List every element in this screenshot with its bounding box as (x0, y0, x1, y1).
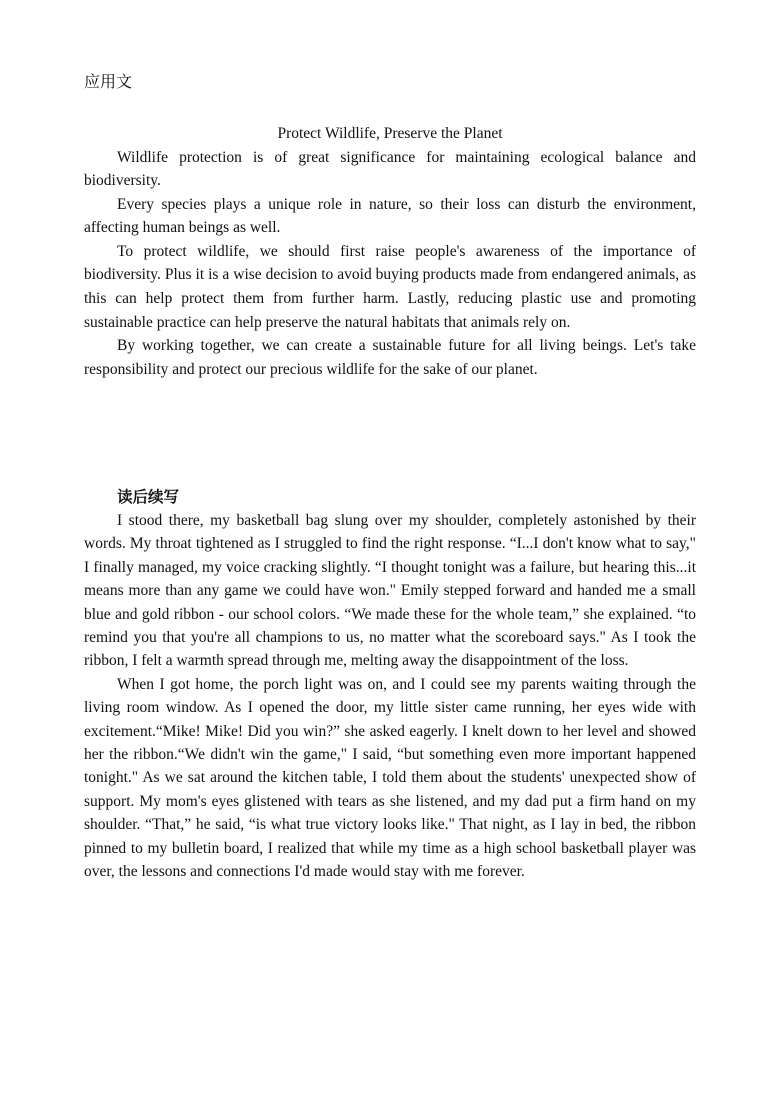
continuation-section (84, 485, 696, 884)
continuation-title: 读后续写 (117, 488, 180, 506)
essay-paragraph: To protect wildlife, we should first raise people's awareness of the importance of biodiversity. Plus it is a wise decision to avoid buying products made from endangered animals, as this can help protect them from further harm. Lastly, reducing plastic use and promoting sustainable practice can help preserve the natural habitats that animals rely on. (84, 242, 696, 331)
essay-paragraph: By working together, we can create a sustainable future for all living beings. Let's take responsibility and protect our precious wildlife for the sake of our planet. (84, 337, 696, 378)
essay-paragraph: Every species plays a unique role in nature, so their loss can disturb the environment, affecting human beings as well. (84, 195, 696, 237)
essay-section (84, 122, 696, 381)
continuation-paragraph: I stood there, my basketball bag slung over my shoulder, completely astonished by their words. My throat tightened as I struggled to find the right response. “I...I don't know what to say," I finally managed, my voice cracking slightly. “I thought tonight was a failure, but hearing this...it means more than any game we could have won." Emily stepped forward and handed me a small blue and gold ribbon - our school colors. “We made these for the whole team,” she explained. “to remind you that you're all champions to us, no matter what the scoreboard says." As I took the ribbon, I felt a warmth spread through me, melting away the disappointment of the loss. (84, 512, 696, 670)
essay-paragraph: Wildlife protection is of great significance for maintaining ecological balance and biodiversity. (84, 148, 696, 190)
essay-title: Protect Wildlife, Preserve the Planet (277, 125, 503, 142)
section-label-practical-writing: 应用文 (84, 72, 133, 91)
continuation-paragraph: When I got home, the porch light was on, and I could see my parents waiting through the living room window. As I opened the door, my little sister came running, her eyes wide with excitement.“Mike! Mike! Did you win?” she asked eagerly. I knelt down to her level and showed her the ribbon.“We didn't win the game," I said, “but something even more important happened tonight." As we sat around the kitchen table, I told them about the students' unexpected show of support. My mom's eyes glistened with tears as she listened, and my dad put a firm hand on my shoulder. “That,” he said, “is what true victory looks like." That night, as I lay in bed, the ribbon pinned to my bulletin board, I realized that while my time as a high school basketball player was over, the lessons and connections I'd made would stay with me forever. (84, 675, 696, 881)
